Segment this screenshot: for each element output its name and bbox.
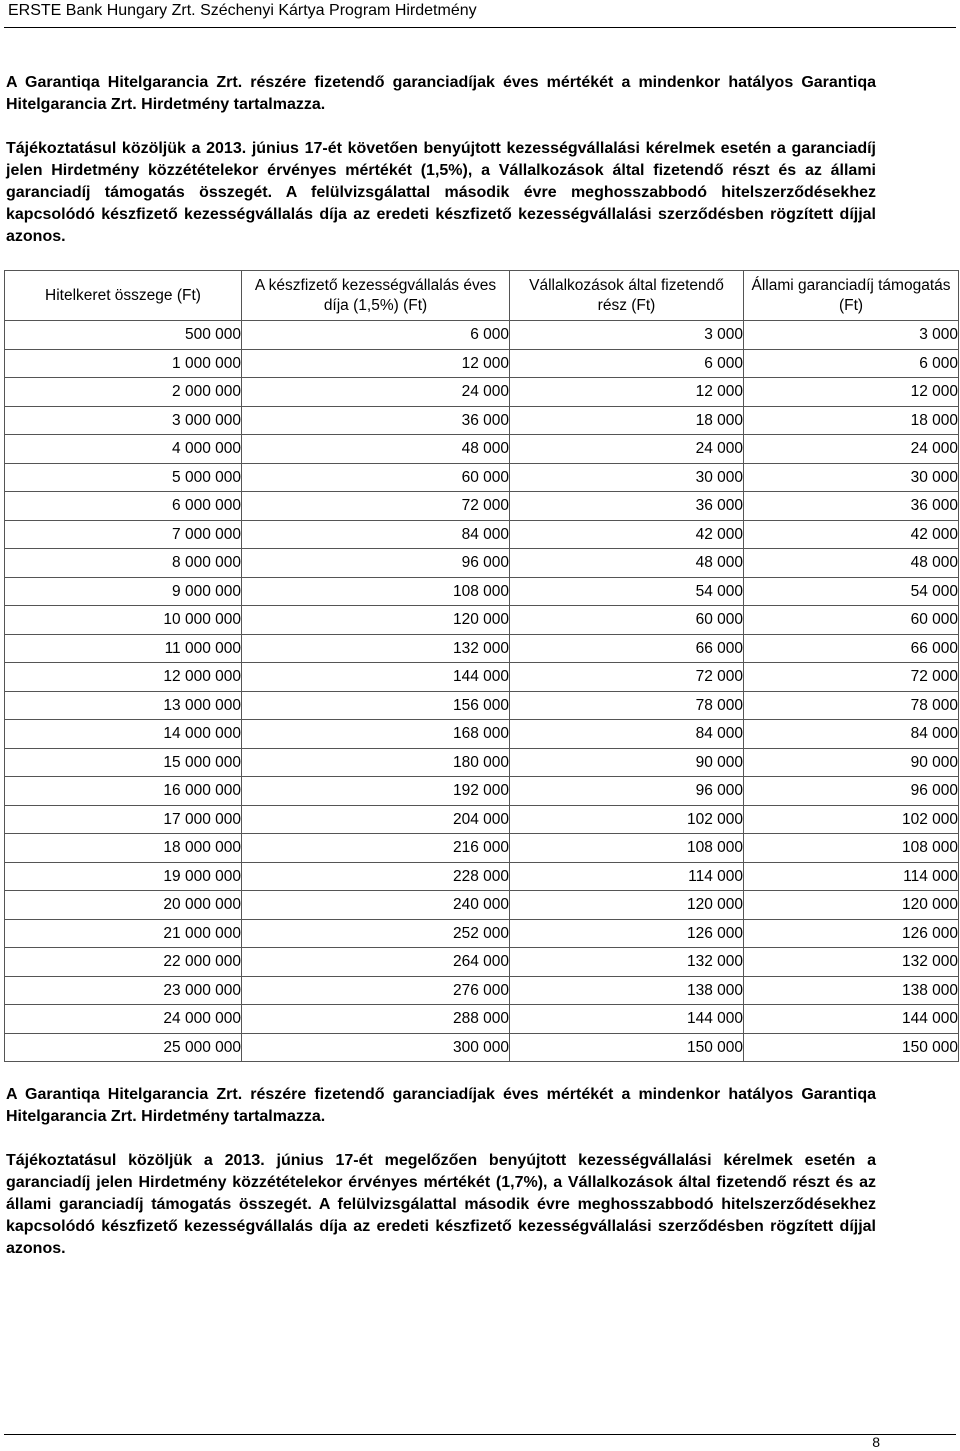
footer-divider [4,1434,956,1435]
cell-state-support: 90 000 [744,748,959,777]
cell-state-support: 3 000 [744,321,959,350]
table-row [5,634,959,663]
outro-paragraph-garantiqa: A Garantiqa Hitelgarancia Zrt. részére fizetendő garanciadíjak éves mértékét a mindenkor hatályos Garantiqa Hitelgarancia Zrt. Hirdetmény tartalmazza. [6,1086,876,1125]
header-state-support: Állami garanciadíj támogatás (Ft) [744,271,959,321]
cell-credit-amount: 500 000 [5,321,242,350]
page-header [4,0,956,28]
cell-state-support: 132 000 [744,948,959,977]
cell-credit-amount: 19 000 000 [5,862,242,891]
intro-paragraph-info: Tájékoztatásul közöljük a 2013. június 17-ét követően benyújtott kezességvállalási kérelmek esetén a garanciadíj jelen Hirdetmény közzétételekor érvényes mértékét (1,5%), a Vállalkozások által fizetendő részt és az állami garanciadíj támogatás összegét. A felülvizsgálattal második évre meghosszabbodó hitelszerződésekhez kapcsolódó készfizető kezességvállalás díja az eredeti készfizető kezességvállalási szerződésben rögzített díjjal azonos. [6,140,876,245]
cell-annual-fee: 252 000 [242,919,510,948]
cell-annual-fee: 132 000 [242,634,510,663]
guarantee-fee-table [4,270,959,1062]
cell-company-share: 96 000 [510,777,744,806]
table-row [5,805,959,834]
cell-credit-amount: 2 000 000 [5,378,242,407]
header-annual-fee: A készfizető kezességvállalás éves díja (1,5%) (Ft) [242,271,510,321]
cell-credit-amount: 18 000 000 [5,834,242,863]
table-row [5,777,959,806]
cell-company-share: 3 000 [510,321,744,350]
cell-state-support: 18 000 [744,406,959,435]
cell-annual-fee: 72 000 [242,492,510,521]
table-row [5,1033,959,1062]
cell-company-share: 126 000 [510,919,744,948]
cell-company-share: 72 000 [510,663,744,692]
cell-state-support: 78 000 [744,691,959,720]
cell-annual-fee: 12 000 [242,349,510,378]
header-credit-amount: Hitelkeret összege (Ft) [5,271,242,321]
cell-annual-fee: 216 000 [242,834,510,863]
cell-credit-amount: 10 000 000 [5,606,242,635]
cell-company-share: 30 000 [510,463,744,492]
cell-annual-fee: 144 000 [242,663,510,692]
cell-state-support: 48 000 [744,549,959,578]
cell-annual-fee: 84 000 [242,520,510,549]
cell-credit-amount: 15 000 000 [5,748,242,777]
cell-state-support: 66 000 [744,634,959,663]
cell-annual-fee: 192 000 [242,777,510,806]
cell-credit-amount: 22 000 000 [5,948,242,977]
cell-annual-fee: 228 000 [242,862,510,891]
table-row [5,948,959,977]
cell-company-share: 18 000 [510,406,744,435]
cell-credit-amount: 20 000 000 [5,891,242,920]
cell-credit-amount: 25 000 000 [5,1033,242,1062]
cell-credit-amount: 12 000 000 [5,663,242,692]
cell-company-share: 60 000 [510,606,744,635]
table-row [5,492,959,521]
header-company-share: Vállalkozások által fizetendő rész (Ft) [510,271,744,321]
cell-annual-fee: 48 000 [242,435,510,464]
cell-annual-fee: 180 000 [242,748,510,777]
cell-annual-fee: 288 000 [242,1005,510,1034]
cell-annual-fee: 204 000 [242,805,510,834]
cell-credit-amount: 23 000 000 [5,976,242,1005]
cell-state-support: 150 000 [744,1033,959,1062]
cell-credit-amount: 13 000 000 [5,691,242,720]
cell-state-support: 60 000 [744,606,959,635]
cell-state-support: 114 000 [744,862,959,891]
cell-credit-amount: 11 000 000 [5,634,242,663]
cell-state-support: 102 000 [744,805,959,834]
cell-annual-fee: 156 000 [242,691,510,720]
table-row [5,577,959,606]
cell-company-share: 120 000 [510,891,744,920]
cell-annual-fee: 24 000 [242,378,510,407]
cell-state-support: 12 000 [744,378,959,407]
outro-paragraph-info: Tájékoztatásul közöljük a 2013. június 17-ét megelőzően benyújtott kezességvállalási kérelmek esetén a garanciadíj jelen Hirdetmény közzétételekor érvényes mértékét (1,7%), a Vállalkozások által fizetendő részt és az állami garanciadíj támogatás összegét. A felülvizsgálattal második évre meghosszabbodó hitelszerződésekhez kapcsolódó készfizető kezességvállalás díja az eredeti készfizető kezességvállalási szerződésben rögzített díjjal azonos. [6,1152,876,1257]
table-row [5,691,959,720]
cell-company-share: 78 000 [510,691,744,720]
table-row [5,349,959,378]
cell-credit-amount: 1 000 000 [5,349,242,378]
table-row [5,720,959,749]
cell-state-support: 96 000 [744,777,959,806]
cell-state-support: 120 000 [744,891,959,920]
cell-annual-fee: 120 000 [242,606,510,635]
cell-annual-fee: 6 000 [242,321,510,350]
table-row [5,606,959,635]
cell-credit-amount: 16 000 000 [5,777,242,806]
cell-annual-fee: 96 000 [242,549,510,578]
cell-annual-fee: 108 000 [242,577,510,606]
table-row [5,919,959,948]
cell-annual-fee: 300 000 [242,1033,510,1062]
cell-credit-amount: 24 000 000 [5,1005,242,1034]
table-row [5,1005,959,1034]
table-row [5,862,959,891]
cell-company-share: 114 000 [510,862,744,891]
cell-company-share: 132 000 [510,948,744,977]
cell-annual-fee: 264 000 [242,948,510,977]
cell-company-share: 84 000 [510,720,744,749]
cell-credit-amount: 21 000 000 [5,919,242,948]
cell-state-support: 36 000 [744,492,959,521]
cell-state-support: 108 000 [744,834,959,863]
cell-state-support: 42 000 [744,520,959,549]
cell-company-share: 36 000 [510,492,744,521]
cell-company-share: 24 000 [510,435,744,464]
cell-annual-fee: 240 000 [242,891,510,920]
cell-company-share: 108 000 [510,834,744,863]
cell-state-support: 24 000 [744,435,959,464]
cell-annual-fee: 36 000 [242,406,510,435]
table-row [5,663,959,692]
cell-annual-fee: 276 000 [242,976,510,1005]
cell-credit-amount: 9 000 000 [5,577,242,606]
table-row [5,891,959,920]
cell-company-share: 66 000 [510,634,744,663]
intro-paragraph-garantiqa: A Garantiqa Hitelgarancia Zrt. részére fizetendő garanciadíjak éves mértékét a mindenkor hatályos Garantiqa Hitelgarancia Zrt. Hirdetmény tartalmazza. [6,74,876,113]
cell-credit-amount: 4 000 000 [5,435,242,464]
cell-credit-amount: 3 000 000 [5,406,242,435]
table-header-row [5,271,959,321]
cell-state-support: 138 000 [744,976,959,1005]
cell-annual-fee: 168 000 [242,720,510,749]
cell-credit-amount: 17 000 000 [5,805,242,834]
table-row [5,834,959,863]
table-row [5,463,959,492]
cell-company-share: 12 000 [510,378,744,407]
cell-company-share: 6 000 [510,349,744,378]
table-row [5,748,959,777]
cell-state-support: 144 000 [744,1005,959,1034]
table-row [5,378,959,407]
cell-annual-fee: 60 000 [242,463,510,492]
cell-company-share: 54 000 [510,577,744,606]
cell-state-support: 54 000 [744,577,959,606]
page-number: 8 [872,1434,880,1450]
cell-credit-amount: 6 000 000 [5,492,242,521]
cell-company-share: 150 000 [510,1033,744,1062]
table-row [5,321,959,350]
table-row [5,520,959,549]
header-title: ERSTE Bank Hungary Zrt. Széchenyi Kártya Program Hirdetmény [8,2,477,19]
cell-state-support: 6 000 [744,349,959,378]
cell-state-support: 72 000 [744,663,959,692]
cell-credit-amount: 14 000 000 [5,720,242,749]
cell-state-support: 30 000 [744,463,959,492]
cell-credit-amount: 8 000 000 [5,549,242,578]
cell-state-support: 84 000 [744,720,959,749]
table-row [5,976,959,1005]
table-row [5,549,959,578]
cell-company-share: 144 000 [510,1005,744,1034]
cell-company-share: 48 000 [510,549,744,578]
table-row [5,406,959,435]
cell-company-share: 102 000 [510,805,744,834]
cell-company-share: 42 000 [510,520,744,549]
cell-credit-amount: 5 000 000 [5,463,242,492]
cell-state-support: 126 000 [744,919,959,948]
cell-credit-amount: 7 000 000 [5,520,242,549]
cell-company-share: 90 000 [510,748,744,777]
cell-company-share: 138 000 [510,976,744,1005]
table-row [5,435,959,464]
